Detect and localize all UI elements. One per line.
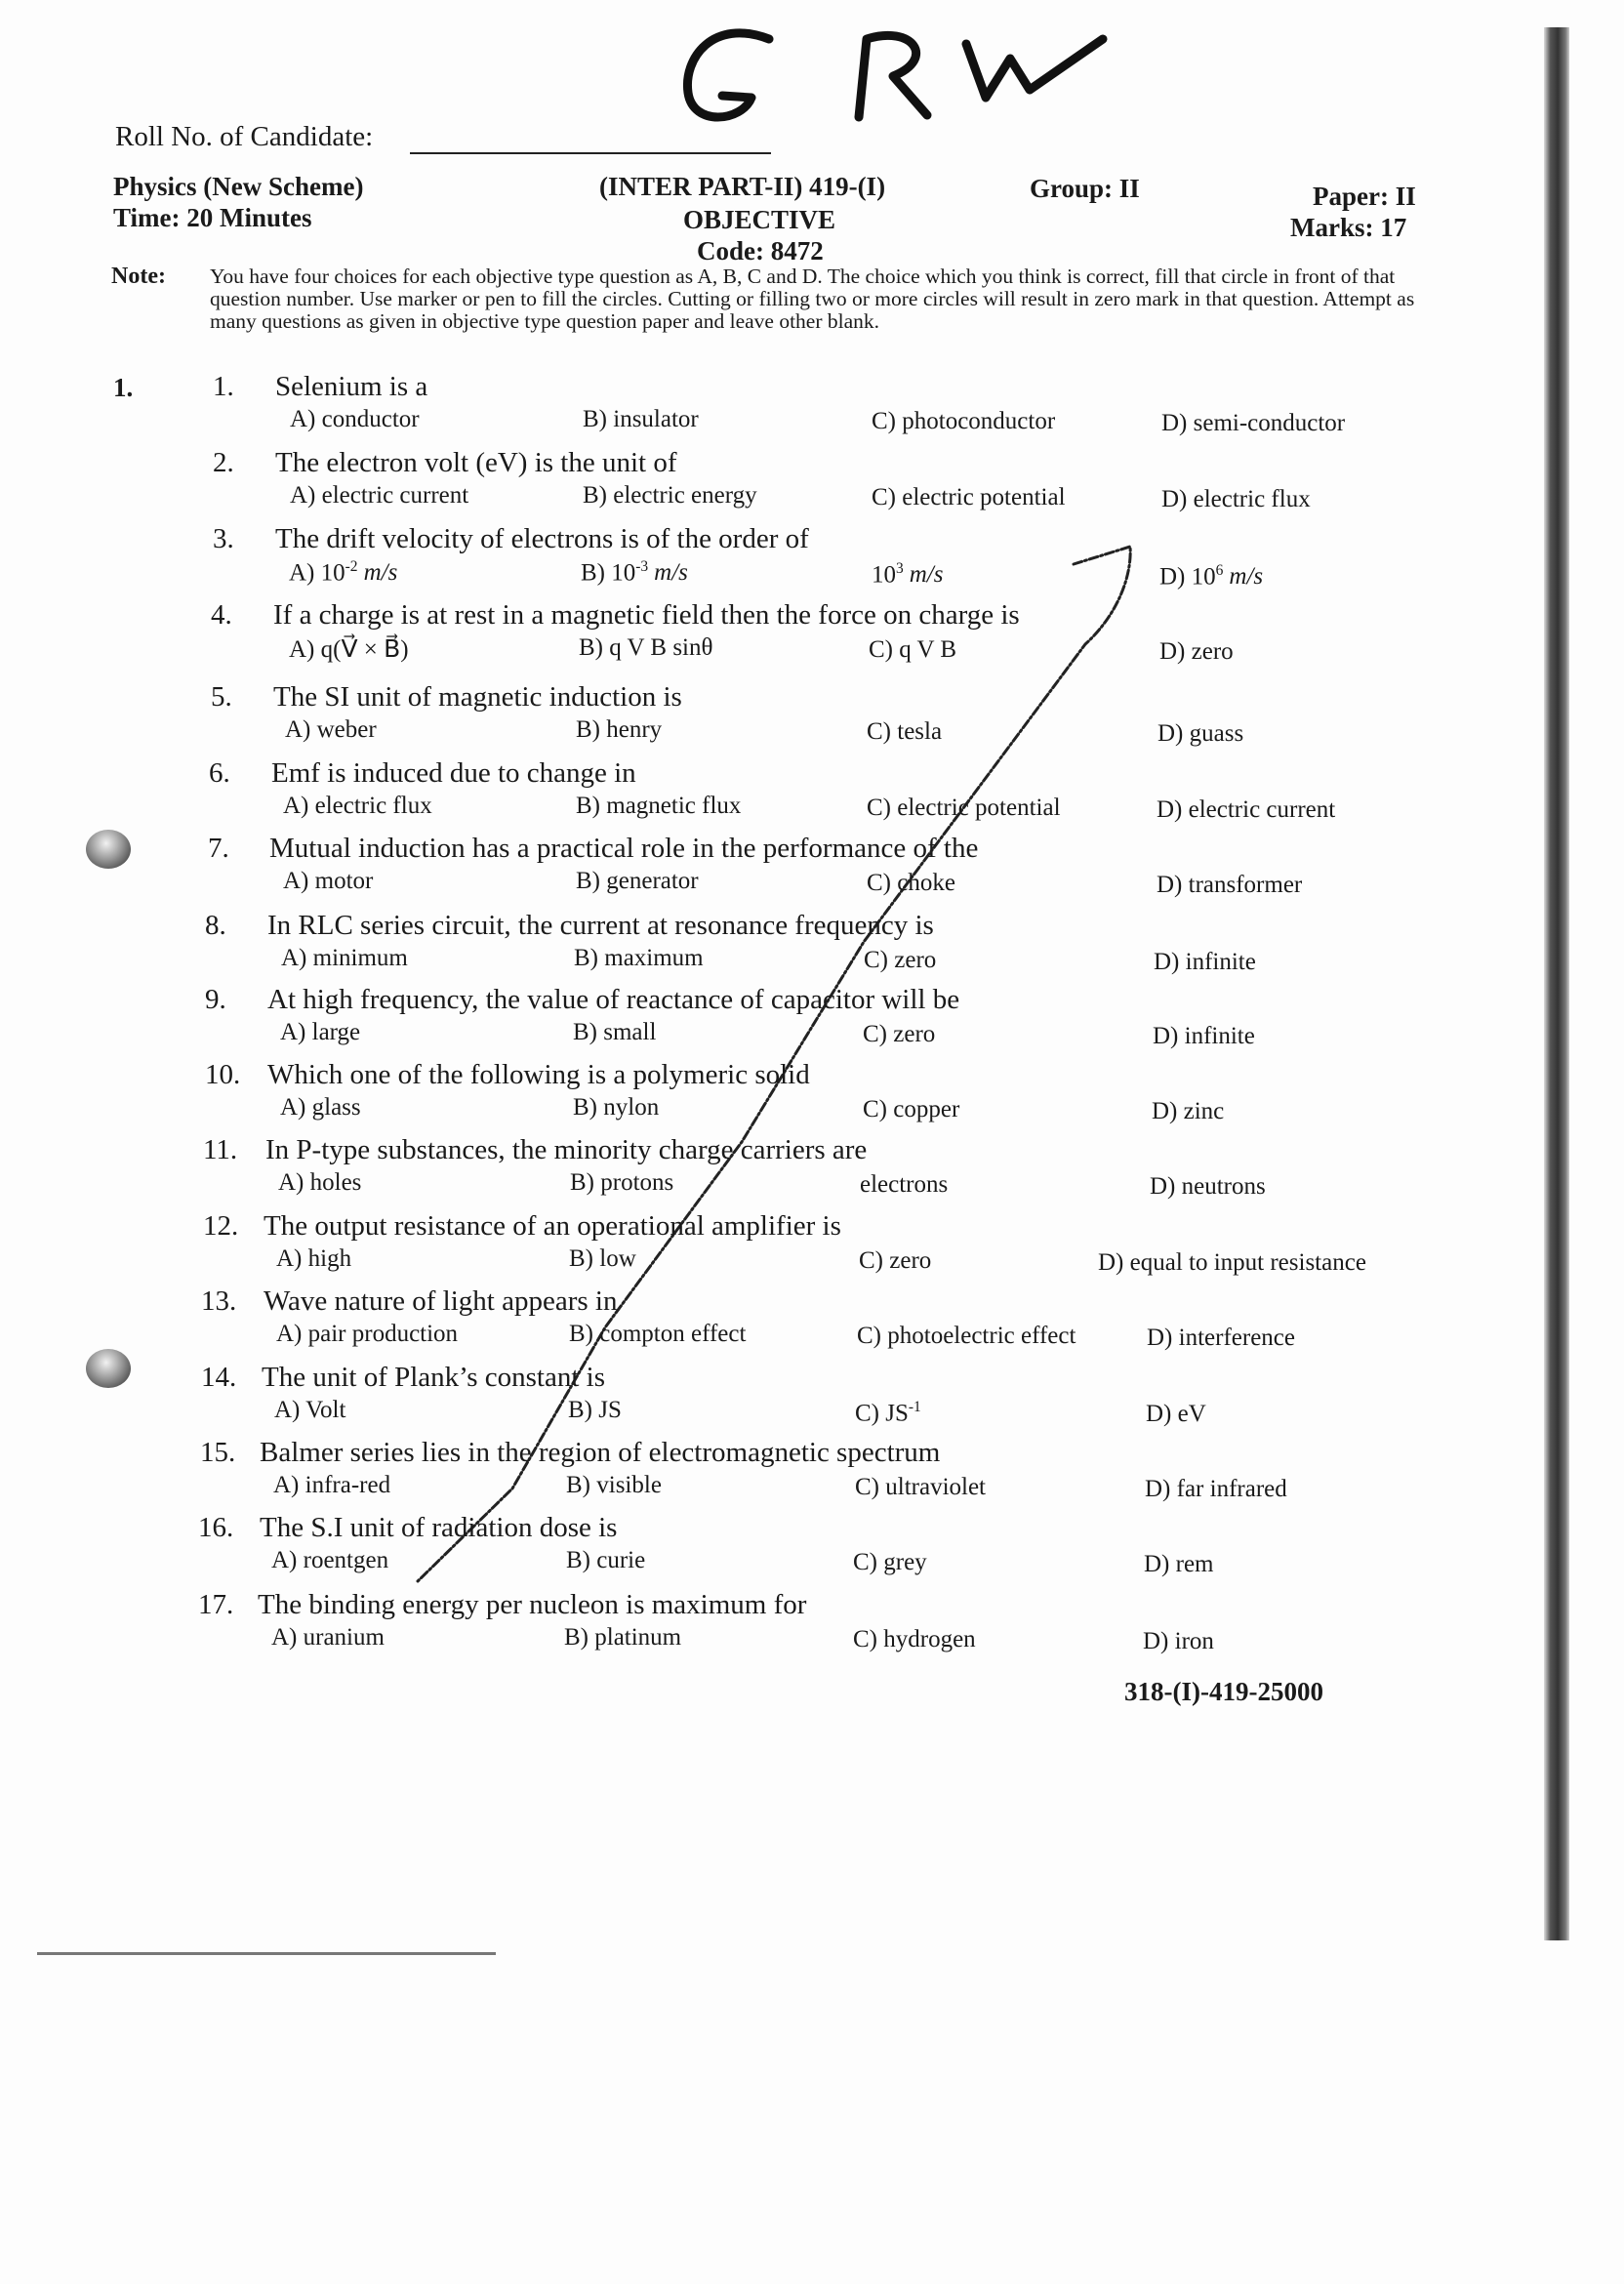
option-b: B) platinum bbox=[564, 1624, 682, 1651]
question-text: In P-type substances, the minority charge carriers are bbox=[265, 1134, 868, 1165]
question-text: The electron volt (eV) is the unit of bbox=[275, 447, 677, 478]
section-number: 1. bbox=[113, 373, 134, 402]
option-d: D) far infrared bbox=[1145, 1476, 1287, 1502]
option-a: A) weber bbox=[285, 716, 377, 743]
option-d-base: D) 10 bbox=[1159, 563, 1216, 591]
option-a-base: A) 10 bbox=[289, 559, 345, 587]
question-number: 9. bbox=[205, 984, 226, 1015]
question-number: 1. bbox=[213, 371, 234, 402]
question-text: Selenium is a bbox=[275, 371, 428, 402]
question-text: Which one of the following is a polymeric solid bbox=[267, 1059, 810, 1090]
punch-hole-upper bbox=[86, 830, 131, 869]
question-number: 10. bbox=[205, 1059, 241, 1090]
option-b: B) compton effect bbox=[569, 1321, 747, 1347]
question-text: Emf is induced due to change in bbox=[271, 757, 636, 789]
exam-type: OBJECTIVE bbox=[683, 205, 836, 234]
subject-title: Physics (New Scheme) bbox=[113, 172, 364, 201]
option-d: D) eV bbox=[1146, 1401, 1206, 1427]
option-d: D) interference bbox=[1147, 1325, 1295, 1351]
option-a: A) large bbox=[280, 1019, 361, 1045]
option-a: A) roentgen bbox=[271, 1547, 389, 1573]
footer-code: 318-(I)-419-25000 bbox=[1124, 1677, 1323, 1706]
option-b: B) generator bbox=[576, 868, 699, 894]
exam-time: Time: 20 Minutes bbox=[113, 203, 312, 232]
option-a-unit: m/s bbox=[363, 559, 398, 587]
option-a: A) electric flux bbox=[283, 793, 432, 819]
question-number: 8. bbox=[205, 910, 226, 941]
option-a: A) pair production bbox=[276, 1321, 459, 1347]
option-d: D) neutrons bbox=[1150, 1173, 1266, 1200]
option-d: D) equal to input resistance bbox=[1098, 1249, 1366, 1276]
option-c-exponent: -1 bbox=[908, 1399, 921, 1415]
option-d: D) infinite bbox=[1154, 949, 1256, 975]
question-number: 15. bbox=[200, 1437, 236, 1468]
option-c-base: 10 bbox=[872, 561, 896, 589]
question-text: The S.I unit of radiation dose is bbox=[260, 1512, 618, 1543]
option-b: B) small bbox=[573, 1019, 657, 1045]
roll-no-field-line bbox=[410, 152, 771, 154]
group-label: Group: II bbox=[1030, 174, 1140, 203]
option-c: C) ultraviolet bbox=[855, 1474, 986, 1500]
bottom-rule bbox=[37, 1952, 496, 1955]
option-b: B) nylon bbox=[573, 1094, 660, 1121]
option-c-base: C) JS bbox=[855, 1400, 909, 1427]
option-d-exponent: 6 bbox=[1215, 562, 1224, 579]
option-d: D) iron bbox=[1143, 1628, 1214, 1654]
option-c: C) q V B bbox=[869, 636, 957, 663]
option-a: A) glass bbox=[280, 1094, 361, 1121]
question-number: 5. bbox=[211, 681, 232, 713]
option-d: D) electric current bbox=[1157, 796, 1336, 823]
option-d: D) infinite bbox=[1153, 1023, 1255, 1049]
question-number: 3. bbox=[213, 523, 234, 554]
option-c: C) electric potential bbox=[872, 484, 1066, 510]
option-d: D) electric flux bbox=[1161, 486, 1311, 512]
punch-hole-lower bbox=[86, 1349, 131, 1388]
question-text: The unit of Plank’s constant is bbox=[262, 1362, 605, 1393]
option-c-unit: m/s bbox=[909, 561, 944, 589]
question-number: 12. bbox=[203, 1210, 239, 1242]
option-d: D) zero bbox=[1159, 638, 1234, 665]
question-text: The SI unit of magnetic induction is bbox=[273, 681, 682, 713]
option-a: A) infra-red bbox=[273, 1472, 391, 1498]
option-c-exponent: 3 bbox=[896, 560, 904, 577]
option-b: B) maximum bbox=[574, 945, 704, 971]
paper-label: Paper: II bbox=[1313, 182, 1416, 211]
question-text: In RLC series circuit, the current at resonance frequency is bbox=[267, 910, 934, 941]
option-c: C) electric potential bbox=[867, 795, 1061, 821]
option-a: A) q(V⃗ × B⃗) bbox=[289, 636, 409, 663]
option-d: D) rem bbox=[1144, 1551, 1214, 1577]
option-c: C) zero bbox=[859, 1247, 932, 1274]
option-c: C) photoelectric effect bbox=[857, 1323, 1076, 1349]
marks-label: Marks: 17 bbox=[1290, 213, 1407, 242]
option-d: D) guass bbox=[1157, 720, 1244, 747]
option-c: C) tesla bbox=[867, 718, 943, 745]
option-c: C) copper bbox=[863, 1096, 960, 1122]
option-b: B) low bbox=[569, 1245, 636, 1272]
option-c: C) hydrogen bbox=[853, 1626, 976, 1652]
question-text: The output resistance of an operational amplifier is bbox=[264, 1210, 841, 1242]
option-b-base: B) 10 bbox=[581, 559, 636, 587]
option-b: B) magnetic flux bbox=[576, 793, 742, 819]
option-a: A) holes bbox=[278, 1169, 362, 1196]
option-c: C) choke bbox=[867, 870, 955, 896]
option-c: electrons bbox=[860, 1171, 949, 1198]
exam-code: Code: 8472 bbox=[697, 236, 824, 265]
question-text: Mutual induction has a practical role in the performance of the bbox=[269, 833, 979, 864]
option-d bbox=[1159, 562, 1263, 591]
option-a-exponent: -2 bbox=[345, 558, 358, 575]
question-text: At high frequency, the value of reactance of capacitor will be bbox=[267, 984, 960, 1015]
option-b: B) curie bbox=[566, 1547, 646, 1573]
question-text: The drift velocity of electrons is of the order of bbox=[275, 523, 809, 554]
question-text: Balmer series lies in the region of electromagnetic spectrum bbox=[260, 1437, 941, 1468]
option-a: A) minimum bbox=[281, 945, 408, 971]
option-c bbox=[872, 560, 943, 589]
option-b: B) insulator bbox=[583, 406, 699, 432]
option-b: B) henry bbox=[576, 716, 663, 743]
question-number: 16. bbox=[198, 1512, 234, 1543]
option-a: A) electric current bbox=[290, 482, 469, 509]
option-d: D) zinc bbox=[1152, 1098, 1225, 1124]
question-text: If a charge is at rest in a magnetic field then the force on charge is bbox=[273, 599, 1020, 631]
question-number: 14. bbox=[201, 1362, 237, 1393]
question-number: 7. bbox=[208, 833, 229, 864]
question-number: 17. bbox=[198, 1589, 234, 1620]
option-c bbox=[855, 1399, 921, 1427]
option-a: A) motor bbox=[283, 868, 374, 894]
scan-binding-edge bbox=[1544, 27, 1569, 1940]
option-b: B) protons bbox=[570, 1169, 674, 1196]
question-text: Wave nature of light appears in bbox=[264, 1285, 618, 1317]
option-a bbox=[289, 558, 397, 587]
option-a: A) Volt bbox=[274, 1397, 346, 1423]
option-b bbox=[581, 558, 688, 587]
roll-no-label: Roll No. of Candidate: bbox=[115, 121, 374, 152]
option-c: C) photoconductor bbox=[872, 408, 1056, 434]
question-number: 13. bbox=[201, 1285, 237, 1317]
option-c: C) zero bbox=[863, 1021, 936, 1047]
option-d: D) semi-conductor bbox=[1161, 410, 1346, 436]
option-d: D) transformer bbox=[1157, 872, 1303, 898]
question-number: 2. bbox=[213, 447, 234, 478]
question-number: 6. bbox=[209, 757, 230, 789]
option-b: B) q V B sinθ bbox=[579, 634, 713, 661]
option-a: A) uranium bbox=[271, 1624, 385, 1651]
question-text: The binding energy per nucleon is maximum for bbox=[258, 1589, 807, 1620]
option-a: A) high bbox=[276, 1245, 352, 1272]
option-b-exponent: -3 bbox=[635, 558, 649, 575]
option-b: B) electric energy bbox=[583, 482, 757, 509]
note-text: You have four choices for each objective type question as A, B, C and D. The choice which you think is correct, fill that circle in front of that question number. Use marker or pen to fill the circles. Cutting or filling two or more circles will result in zero mark in that question. Attempt as many questions as given in objective type question paper and leave other blank. bbox=[210, 265, 1415, 333]
option-b: B) visible bbox=[566, 1472, 662, 1498]
exam-part: (INTER PART-II) 419-(I) bbox=[599, 172, 886, 201]
option-a: A) conductor bbox=[290, 406, 420, 432]
option-c: C) zero bbox=[864, 947, 937, 973]
option-c: C) grey bbox=[853, 1549, 927, 1575]
option-b-unit: m/s bbox=[654, 559, 688, 587]
note-label: Note: bbox=[111, 264, 166, 289]
question-number: 4. bbox=[211, 599, 232, 631]
option-b: B) JS bbox=[568, 1397, 622, 1423]
option-d-unit: m/s bbox=[1229, 563, 1264, 591]
question-number: 11. bbox=[203, 1134, 238, 1165]
